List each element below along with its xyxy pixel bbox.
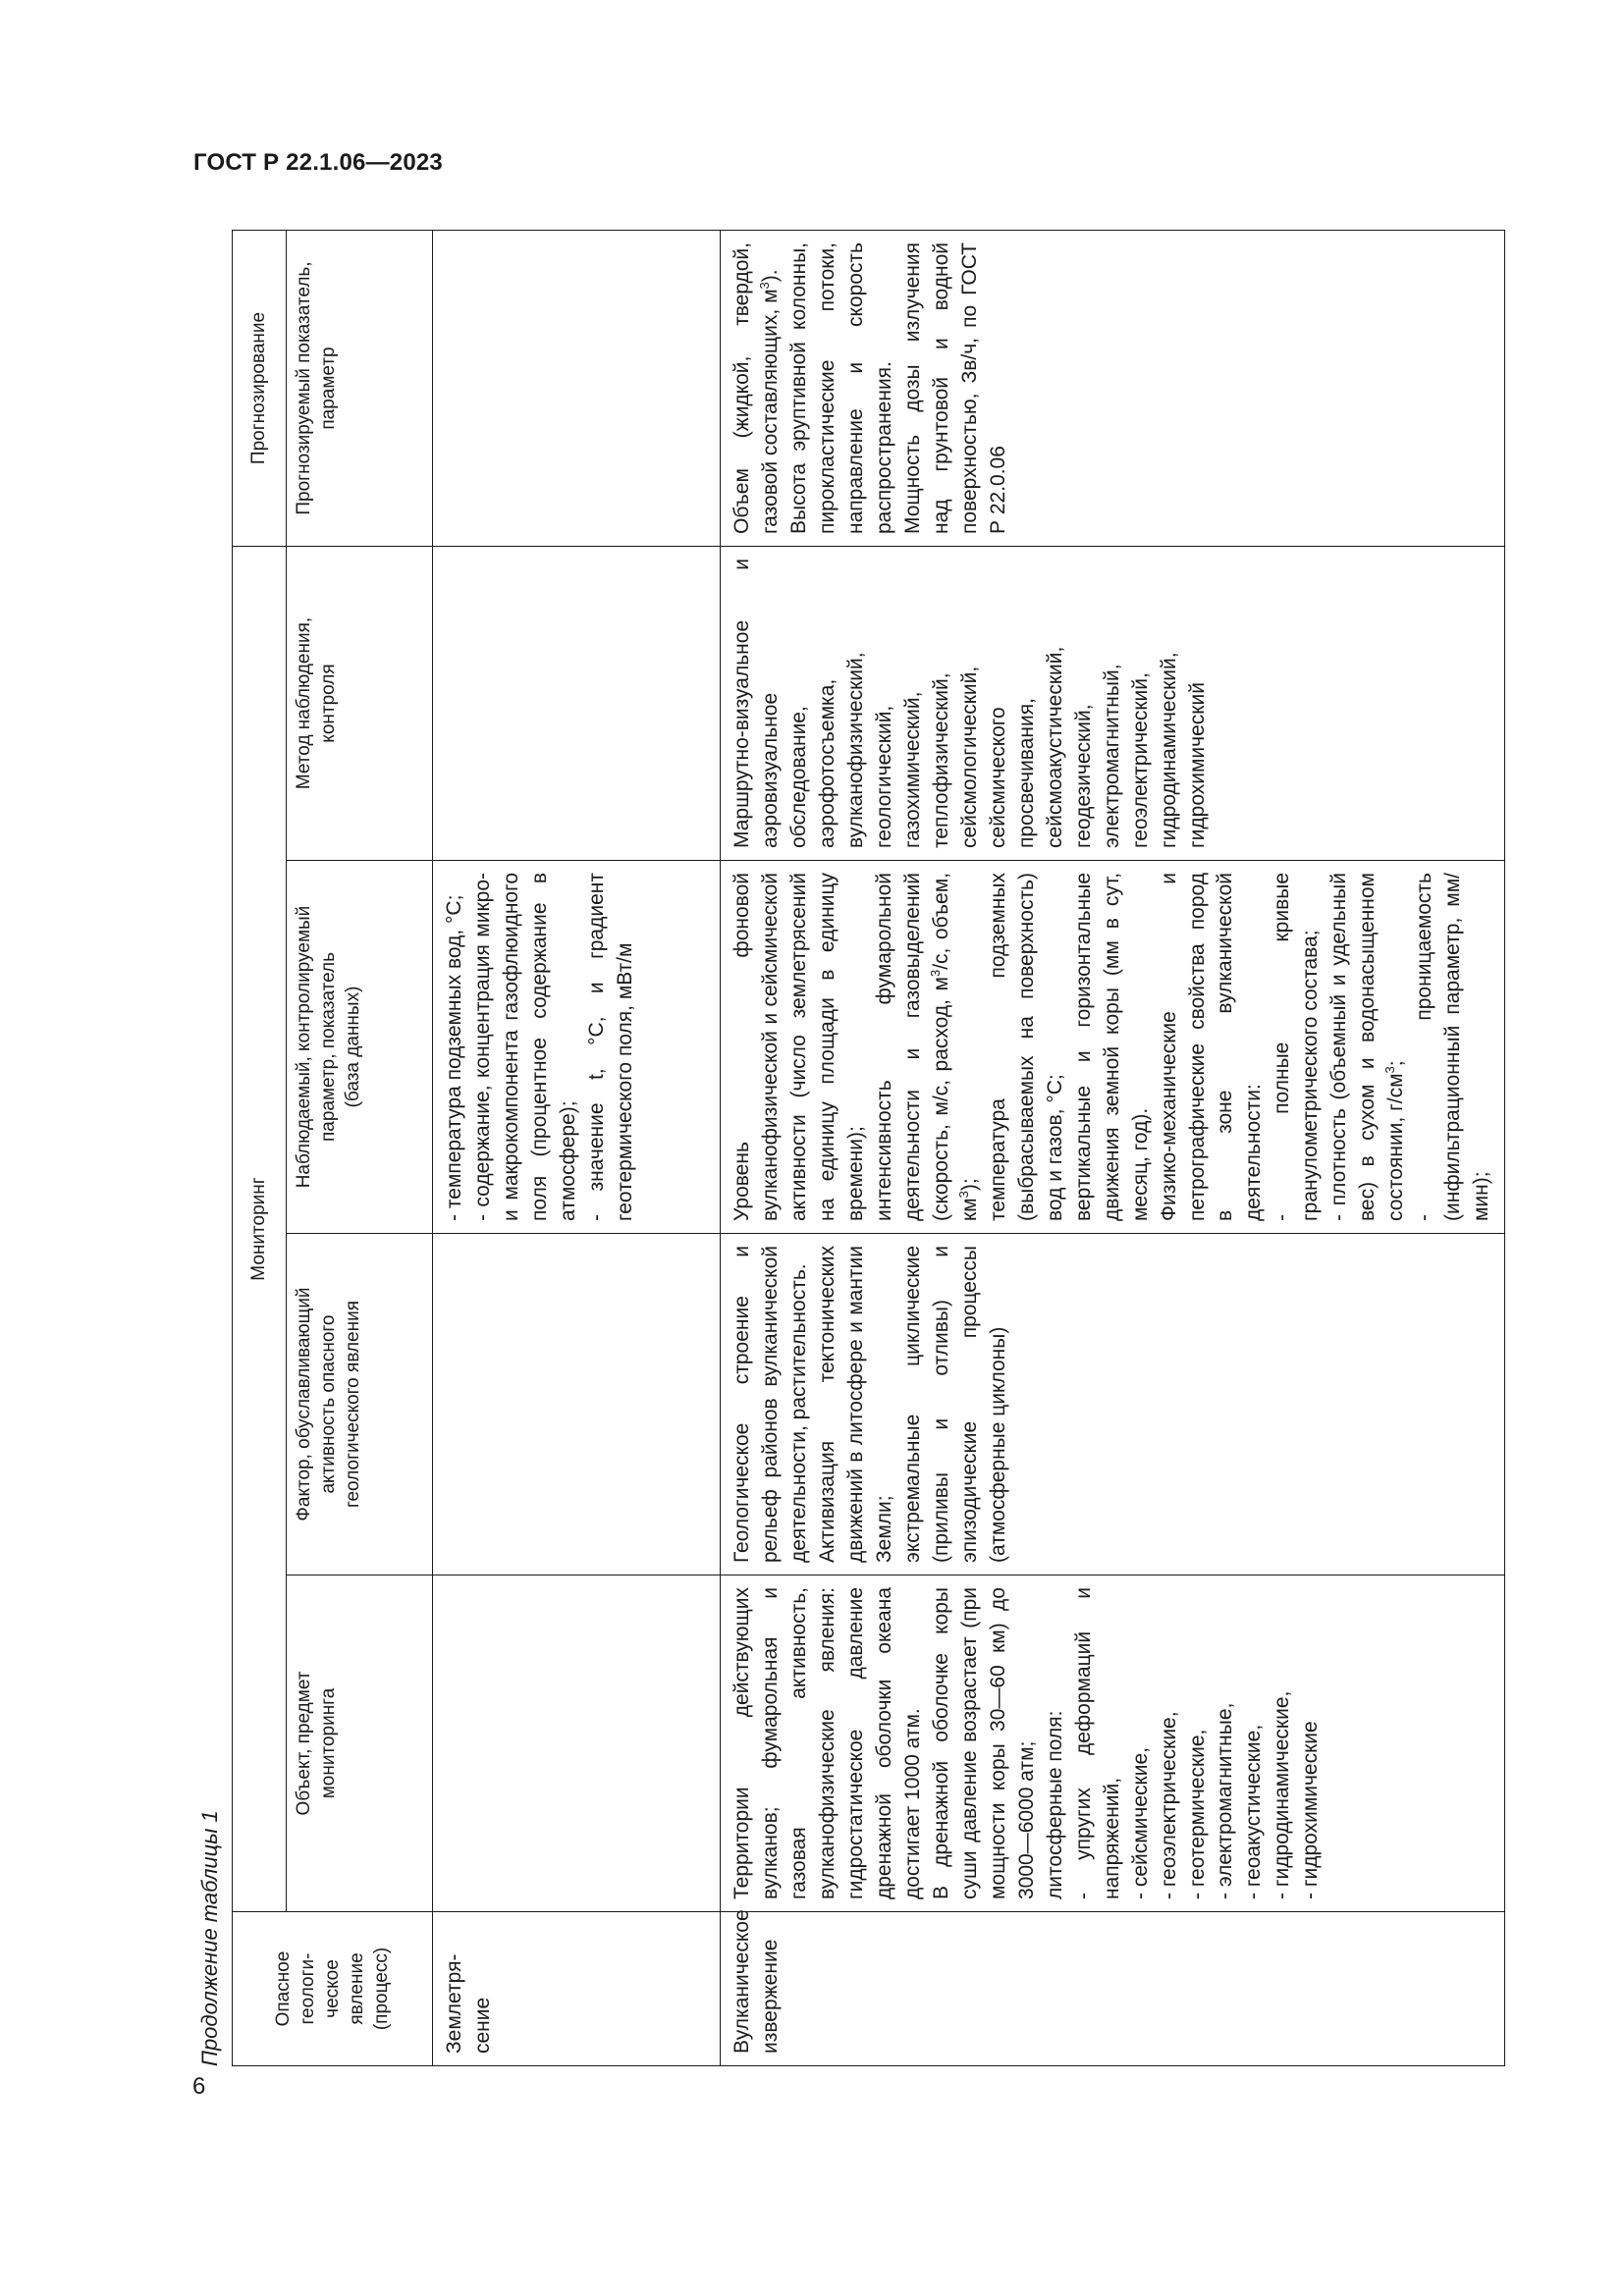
parameter-item: - полные кривые гранулометрического состава; [1271,873,1323,1221]
cell-method: Маршрутно-визуальное и аэровизуальное обследование, аэрофотосъемка, вулканофизический, геологический, газохимический, теплофизический, сейсмологический, сейсмического просвечивания, сейсмоакустический, геодезический, электромагнитный, геоэлектрический, гидродинамический, гидрохимический [721,547,1505,861]
object-item: Территории действующих вулканов; фумарольная и газовая активность, вулканофизические явления: гидростатическое давление дренажной оболочки океана достигает 1000 атм. [731,1587,924,1899]
forecast-item [729,242,785,534]
table-caption: Продолжение таблицы 1 [197,1810,222,2066]
parameter-item [1326,873,1411,1221]
cell-parameter [433,861,721,1234]
group-header-row [233,231,287,2066]
header-object [287,1575,433,1912]
superscript: 3 [927,969,943,978]
object-item: - упругих деформаций и напряжений, [1071,1587,1123,1899]
header-forecast-line: параметр [318,347,340,430]
forecast-text: ). [758,269,782,283]
parameter-item [871,873,985,1221]
parameter-item: Физико-механические и петрографические свойства пород в зоне вулканической деятельности: [1157,873,1266,1221]
cell-object [433,1575,721,1912]
table-row-volcanic [721,231,1505,2066]
header-factor-line: активность опасного [318,1314,340,1494]
parameter-text: интенсивность фумарольной деятельности и газовыделений (скорость, м/с, расход, м [872,873,952,1221]
cell-forecast [721,231,1505,547]
header-object-line: Объект, предмет [294,1671,314,1816]
header-parameter-line: параметр, показатель [318,951,340,1143]
header-hazard-line: (процесс) [371,1947,393,2031]
table-row-earthquake [433,231,721,2066]
page-number: 6 [192,2073,206,2100]
superscript: 3 [955,1191,971,1199]
forecast-text: Объем (жидкой, твердой, газовой составляющих, м [731,242,782,534]
parameter-item: - температура подземных вод, °С; [443,894,465,1221]
object-item: - электромагнитные, [1214,1702,1237,1899]
header-hazard-line: явление [347,1952,368,2025]
parameter-item: - значение t, °С, и градиент геотермического поля, мВт/м [584,873,636,1221]
cell-forecast [433,231,721,547]
header-hazard [233,1912,433,2066]
parameter-text: /с, объем, км [929,873,981,1221]
group-header-forecasting: Прогнозирование [233,231,287,547]
rotated-table-block [189,221,1493,2066]
parameter-text: ; [1384,1060,1408,1067]
cell-parameter [721,861,1505,1234]
header-method-line: Метод наблюдения, [294,616,314,790]
parameter-text: ); [957,1178,981,1192]
header-hazard-line: Опасное [272,1950,294,2027]
header-forecast-line: Прогнозируемый показатель, [294,261,314,515]
header-object-line: мониторинга [318,1687,340,1799]
parameter-item: Уровень фоновой вулканофизической и сейсмической активности (число землетрясений на единицу площади в единицу времени); [731,873,867,1221]
header-forecast [287,231,433,547]
parameter-text: - плотность (объемный и удельный вес) в сухом и водонасыщенном состоянии, г/см [1327,873,1408,1221]
header-hazard-line: ческое [321,1959,343,2018]
parameter-item: - содержание, концентрация микро- и макрокомпонента газофлюидного поля (процентное содержание в атмосфере); [470,873,579,1221]
cell-object [721,1575,1505,1912]
parameter-item: температура подземных (выбрасываемых на поверхность) вод и газов, °С; [986,873,1066,1221]
cell-factor [721,1234,1505,1575]
factor-item: экстремальные циклические (приливы и отливы) и эпизодические процессы (атмосферные циклоны) [900,1246,1009,1563]
header-parameter-line: Наблюдаемый, контролируемый [294,905,314,1189]
standard-header: ГОСТ Р 22.1.06—2023 [193,149,443,176]
header-factor [287,1234,433,1575]
forecast-item: Высота эруптивной колонны, пирокластические потоки, направление и скорость распространения. [786,242,895,534]
forecast-item: Мощность дозы излучения над грунтовой и водной поверхностью, Зв/ч, по ГОСТ Р 22.0.06 [900,242,1009,534]
object-item: В дренажной оболочке коры суши давление возрастает (при мощности коры 30—60 км) до 3000—6000 атм; [929,1587,1038,1899]
header-method-line: контроля [318,664,340,743]
object-item: - гидрохимические [1299,1721,1323,1899]
object-item: - геоэлектрические, [1157,1711,1180,1899]
cell-factor [433,1234,721,1575]
header-factor-line: геологического явления [343,1300,364,1509]
header-factor-line: Фактор, обуславливающий [294,1287,314,1522]
monitoring-table [232,230,1505,2066]
parameter-item: - проницаемость (инфильтрационный параметр, мм/мин); [1413,873,1493,1221]
group-header-monitoring: Мониторинг [233,547,287,1912]
factor-item: Активизация тектонических движений в литосфере и мантии Земли; [815,1246,895,1563]
cell-method [433,547,721,861]
object-item: - сейсмические, [1128,1747,1152,1899]
header-parameter-line: (база данных) [343,986,364,1108]
object-item: литосферные поля: [1043,1710,1066,1899]
object-item: - геоакустические, [1242,1724,1266,1899]
header-hazard-line: геологи- [297,1952,318,2025]
superscript: 3 [756,282,772,290]
header-method [287,547,433,861]
object-item: - гидродинамические, [1271,1690,1294,1899]
parameter-item: вертикальные и горизонтальные движения земной коры (мм в сут, месяц, год). [1071,873,1152,1221]
object-item: - геотермические, [1185,1729,1209,1899]
superscript: 3 [1382,1066,1398,1074]
cell-hazard: Вулканическое извержение [721,1912,1505,2066]
factor-item: Геологическое строение и рельеф районов вулканической деятельности, растительность. [731,1246,810,1563]
header-parameter [287,861,433,1234]
column-header-row [287,231,433,2066]
cell-hazard: Землетря-сение [433,1912,721,2066]
